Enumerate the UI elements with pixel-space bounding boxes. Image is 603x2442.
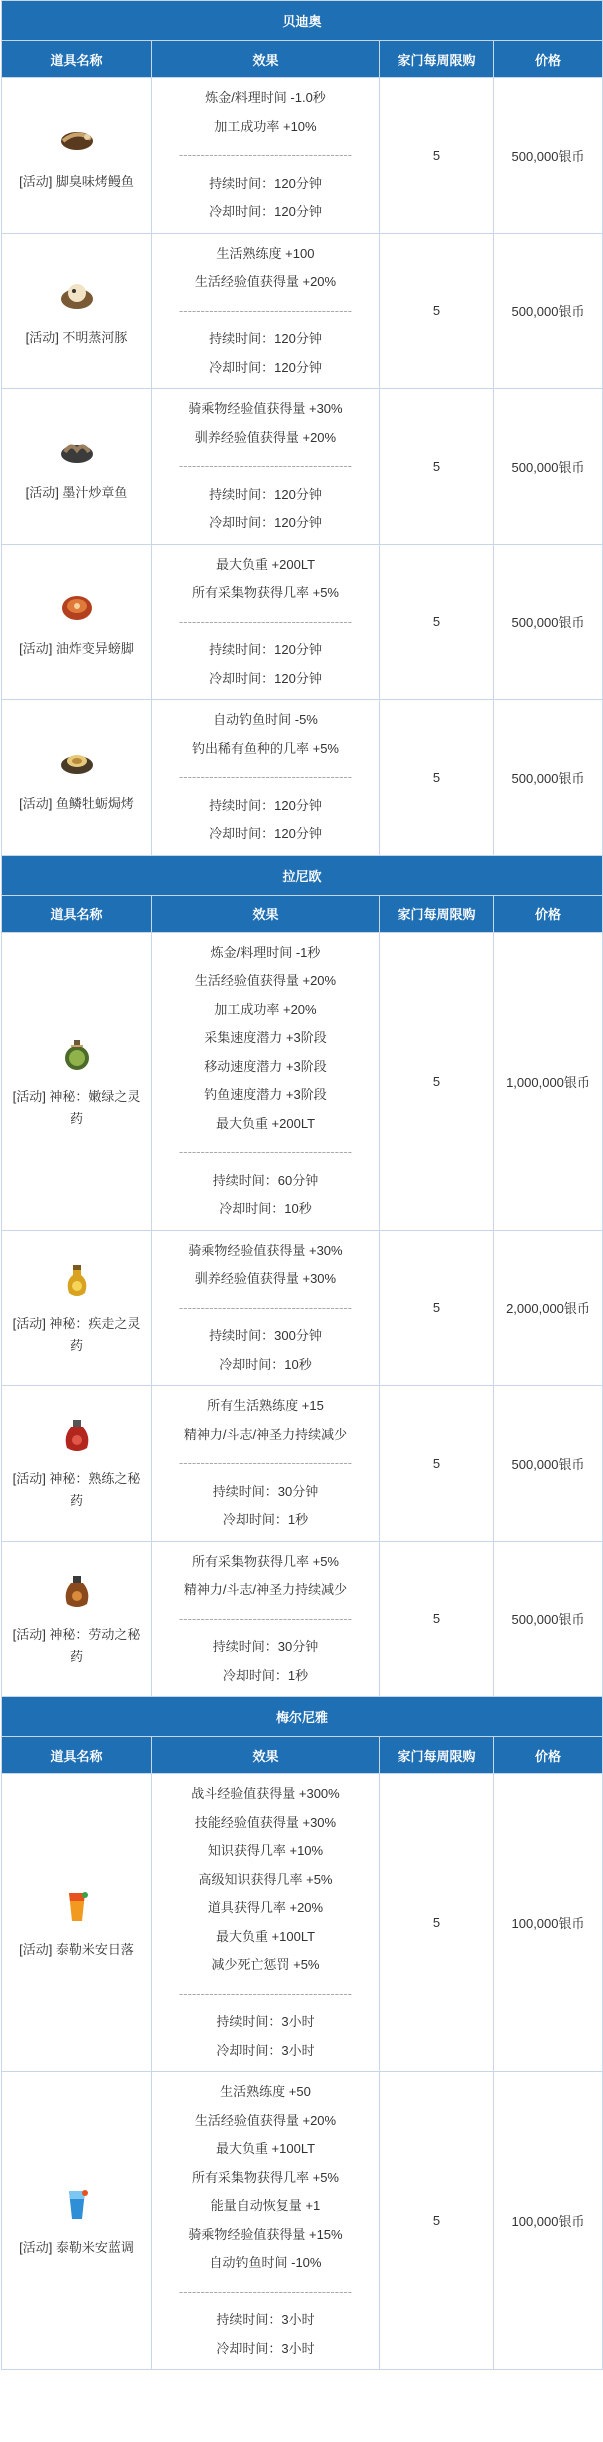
effect-line: 高级知识获得几率 +5%	[198, 1871, 333, 1887]
effect-cell	[152, 544, 380, 700]
item-name-cell	[2, 544, 152, 700]
item-name: [活动] 不明蒸河豚	[25, 329, 128, 345]
table-row	[2, 233, 603, 389]
effect-line: 炼金/料理时间 -1.0秒	[205, 90, 326, 105]
sunset-cocktail-icon	[55, 1885, 99, 1929]
grilled-eel-icon	[55, 117, 99, 161]
effect-cell	[152, 2072, 380, 2370]
price-cell: 500,000银币	[494, 700, 603, 856]
price-cell: 2,000,000银币	[494, 1230, 603, 1386]
table-row	[2, 932, 603, 1230]
duration-line: 持续时间：120分钟	[209, 642, 322, 657]
effect-cell	[152, 389, 380, 545]
effect-line: 骑乘物经验值获得量 +30%	[188, 401, 343, 416]
effect-line: 生活经验值获得量 +20%	[194, 973, 337, 988]
duration-line: 冷却时间：1秒	[222, 1512, 309, 1527]
table-row	[2, 389, 603, 545]
effect-separator: ----------------------------------------	[178, 1144, 353, 1159]
duration-line: 冷却时间：1秒	[222, 1667, 309, 1683]
item-name: [活动] 神秘：疾走之灵药	[12, 1315, 141, 1353]
price-cell: 500,000银币	[494, 1541, 603, 1697]
effect-line: 移动速度潜力 +3阶段	[204, 1058, 327, 1074]
effect-list	[152, 1231, 379, 1386]
weekly-limit-cell: 5	[380, 1541, 494, 1697]
green-elixir-icon	[55, 1032, 99, 1076]
duration-line: 持续时间：3小时	[216, 2014, 315, 2029]
effect-separator: ----------------------------------------	[178, 458, 353, 473]
price-cell: 500,000银币	[494, 78, 603, 234]
duration-line: 持续时间：60分钟	[212, 1172, 319, 1188]
duration-line: 持续时间：30分钟	[212, 1483, 319, 1499]
item-name-cell	[2, 78, 152, 234]
price-cell: 500,000银币	[494, 233, 603, 389]
effect-line: 钓出稀有鱼种的几率 +5%	[192, 740, 339, 756]
item-name-cell	[2, 1541, 152, 1697]
item-name: [活动] 油炸变异螃脚	[19, 640, 134, 656]
weekly-limit-cell: 5	[380, 1774, 494, 2072]
column-header-effect: 效果	[152, 895, 380, 932]
weekly-limit-cell: 5	[380, 1230, 494, 1386]
duration-line: 冷却时间：10秒	[219, 1356, 312, 1372]
column-header-row	[2, 41, 603, 78]
weekly-limit-cell: 5	[380, 932, 494, 1230]
duration-line: 冷却时间：120分钟	[209, 359, 322, 375]
effect-line: 所有采集物获得几率 +5%	[192, 1553, 339, 1569]
effect-line: 最大负重 +200LT	[215, 556, 316, 572]
effect-line: 骑乘物经验值获得量 +15%	[188, 2226, 343, 2242]
blue-cocktail-icon	[55, 2183, 99, 2227]
fried-crab-leg-icon	[55, 584, 99, 628]
effect-list	[152, 1774, 379, 2071]
price-cell: 500,000银币	[494, 544, 603, 700]
effect-list	[152, 234, 379, 389]
item-name: [活动] 神秘：熟练之秘药	[12, 1471, 141, 1509]
table-row	[2, 1774, 603, 2072]
duration-line: 冷却时间：3小时	[216, 2042, 315, 2058]
effect-cell	[152, 233, 380, 389]
region-header-row	[2, 1697, 603, 1737]
column-header-item-name: 道具名称	[2, 1737, 152, 1774]
effect-line: 生活熟练度 +50	[220, 2084, 311, 2099]
item-name-cell	[2, 389, 152, 545]
weekly-limit-cell: 5	[380, 233, 494, 389]
effect-line: 钓鱼速度潜力 +3阶段	[204, 1087, 327, 1102]
weekly-limit-cell: 5	[380, 389, 494, 545]
effect-cell	[152, 1386, 380, 1542]
table-row	[2, 1541, 603, 1697]
item-name-cell	[2, 233, 152, 389]
effect-line: 能量自动恢复量 +1	[210, 2198, 321, 2213]
region-title: 拉尼欧	[2, 855, 603, 895]
effect-line: 最大负重 +200LT	[215, 1115, 316, 1131]
price-cell: 100,000银币	[494, 1774, 603, 2072]
duration-line: 冷却时间：120分钟	[209, 515, 322, 530]
duration-line: 持续时间：120分钟	[209, 331, 322, 346]
table-row	[2, 700, 603, 856]
item-name-cell	[2, 700, 152, 856]
table-row	[2, 544, 603, 700]
effect-list	[152, 545, 379, 700]
effect-line: 生活经验值获得量 +20%	[194, 2112, 337, 2128]
effect-line: 精神力/斗志/神圣力持续减少	[183, 1582, 348, 1597]
table-row	[2, 1386, 603, 1542]
item-name-cell	[2, 1774, 152, 2072]
column-header-weekly-limit: 家门每周限购	[380, 1737, 494, 1774]
weekly-limit-cell: 5	[380, 2072, 494, 2370]
duration-line: 冷却时间：10秒	[219, 1201, 312, 1216]
effect-line: 减少死亡惩罚 +5%	[211, 1957, 320, 1972]
steamed-puffer-icon	[55, 273, 99, 317]
column-header-price: 价格	[494, 1737, 603, 1774]
effect-line: 战斗经验值获得量 +300%	[191, 1786, 340, 1801]
item-name: [活动] 脚臭味烤鳗鱼	[19, 174, 134, 190]
effect-line: 生活经验值获得量 +20%	[194, 274, 337, 289]
duration-line: 持续时间：120分钟	[209, 175, 322, 191]
brown-potion-icon	[55, 1570, 99, 1614]
effect-list	[152, 2072, 379, 2369]
duration-line: 冷却时间：120分钟	[209, 204, 322, 219]
effect-line: 知识获得几率 +10%	[207, 1843, 324, 1858]
effect-cell	[152, 1541, 380, 1697]
effect-line: 采集速度潜力 +3阶段	[204, 1030, 327, 1045]
item-name: [活动] 墨汁炒章鱼	[25, 485, 128, 501]
weekly-limit-cell: 5	[380, 1386, 494, 1542]
effect-list	[152, 700, 379, 855]
price-cell: 100,000银币	[494, 2072, 603, 2370]
column-header-price: 价格	[494, 41, 603, 78]
item-name: [活动] 神秘：嫩绿之灵药	[12, 1089, 141, 1126]
item-name-cell	[2, 2072, 152, 2370]
column-header-weekly-limit: 家门每周限购	[380, 895, 494, 932]
red-potion-icon	[55, 1414, 99, 1458]
duration-line: 持续时间：120分钟	[209, 797, 322, 813]
effect-line: 自动钓鱼时间 -10%	[209, 2255, 322, 2270]
effect-separator: ----------------------------------------	[178, 302, 353, 318]
weekly-limit-cell: 5	[380, 78, 494, 234]
item-price-table	[1, 0, 603, 2370]
weekly-limit-cell: 5	[380, 700, 494, 856]
item-name: [活动] 泰勒米安蓝调	[19, 2239, 134, 2255]
item-name: [活动] 泰勒米安日落	[19, 1941, 134, 1957]
effect-line: 道具获得几率 +20%	[207, 1900, 324, 1915]
effect-cell	[152, 700, 380, 856]
price-cell: 1,000,000银币	[494, 932, 603, 1230]
effect-line: 所有采集物获得几率 +5%	[192, 585, 339, 600]
column-header-row	[2, 895, 603, 932]
effect-line: 驯养经验值获得量 +30%	[194, 1271, 337, 1286]
effect-separator: ----------------------------------------	[178, 2283, 353, 2299]
effect-cell	[152, 78, 380, 234]
effect-list	[152, 1386, 379, 1541]
duration-line: 持续时间：120分钟	[209, 486, 322, 502]
effect-list	[152, 389, 379, 544]
effect-list	[152, 78, 379, 233]
effect-list	[152, 933, 379, 1230]
duration-line: 持续时间：300分钟	[209, 1328, 322, 1343]
weekly-limit-cell: 5	[380, 544, 494, 700]
duration-line: 持续时间：30分钟	[212, 1639, 319, 1654]
item-name-cell	[2, 932, 152, 1230]
effect-line: 加工成功率 +20%	[214, 1001, 317, 1017]
region-title: 贝迪奥	[2, 1, 603, 41]
price-cell: 500,000银币	[494, 1386, 603, 1542]
item-name: [活动] 鱼鳞牡蛎焗烤	[19, 796, 134, 812]
effect-line: 精神力/斗志/神圣力持续减少	[183, 1426, 348, 1442]
region-header-row	[2, 1, 603, 41]
table-row	[2, 1230, 603, 1386]
effect-line: 自动钓鱼时间 -5%	[213, 712, 318, 727]
item-name: [活动] 神秘：劳动之秘药	[12, 1626, 141, 1664]
stir-fried-octopus-icon	[55, 428, 99, 472]
effect-line: 骑乘物经验值获得量 +30%	[188, 1242, 343, 1258]
table-row	[2, 2072, 603, 2370]
effect-line: 生活熟练度 +100	[216, 245, 315, 261]
effect-line: 所有生活熟练度 +15	[207, 1398, 324, 1413]
column-header-effect: 效果	[152, 1737, 380, 1774]
effect-line: 最大负重 +100LT	[215, 1928, 316, 1944]
effect-separator: ----------------------------------------	[178, 1299, 353, 1315]
effect-separator: ----------------------------------------	[178, 769, 353, 784]
column-header-effect: 效果	[152, 41, 380, 78]
effect-line: 最大负重 +100LT	[215, 2141, 316, 2156]
oyster-gratin-icon	[55, 739, 99, 783]
item-price-table-page	[1, 0, 602, 2370]
effect-line: 技能经验值获得量 +30%	[194, 1814, 337, 1830]
duration-line: 冷却时间：120分钟	[209, 670, 322, 686]
region-header-row	[2, 855, 603, 895]
effect-cell	[152, 1774, 380, 2072]
effect-separator: ----------------------------------------	[178, 1455, 353, 1470]
duration-line: 冷却时间：3小时	[216, 2340, 315, 2356]
effect-list	[152, 1542, 379, 1697]
duration-line: 冷却时间：120分钟	[209, 826, 322, 841]
effect-separator: ----------------------------------------	[178, 1985, 353, 2001]
column-header-price: 价格	[494, 895, 603, 932]
effect-line: 所有采集物获得几率 +5%	[192, 2169, 339, 2185]
effect-line: 炼金/料理时间 -1秒	[210, 944, 321, 960]
item-name-cell	[2, 1230, 152, 1386]
column-header-row	[2, 1737, 603, 1774]
price-cell: 500,000银币	[494, 389, 603, 545]
effect-separator: ----------------------------------------	[178, 147, 353, 162]
table-row	[2, 78, 603, 234]
effect-cell	[152, 1230, 380, 1386]
effect-separator: ----------------------------------------	[178, 1610, 353, 1626]
effect-line: 加工成功率 +10%	[214, 118, 317, 134]
column-header-item-name: 道具名称	[2, 895, 152, 932]
yellow-elixir-icon	[55, 1259, 99, 1303]
column-header-item-name: 道具名称	[2, 41, 152, 78]
column-header-weekly-limit: 家门每周限购	[380, 41, 494, 78]
effect-line: 驯养经验值获得量 +20%	[194, 429, 337, 445]
item-name-cell	[2, 1386, 152, 1542]
region-title: 梅尔尼雅	[2, 1697, 603, 1737]
effect-separator: ----------------------------------------	[178, 613, 353, 629]
duration-line: 持续时间：3小时	[216, 2312, 315, 2327]
effect-cell	[152, 932, 380, 1230]
